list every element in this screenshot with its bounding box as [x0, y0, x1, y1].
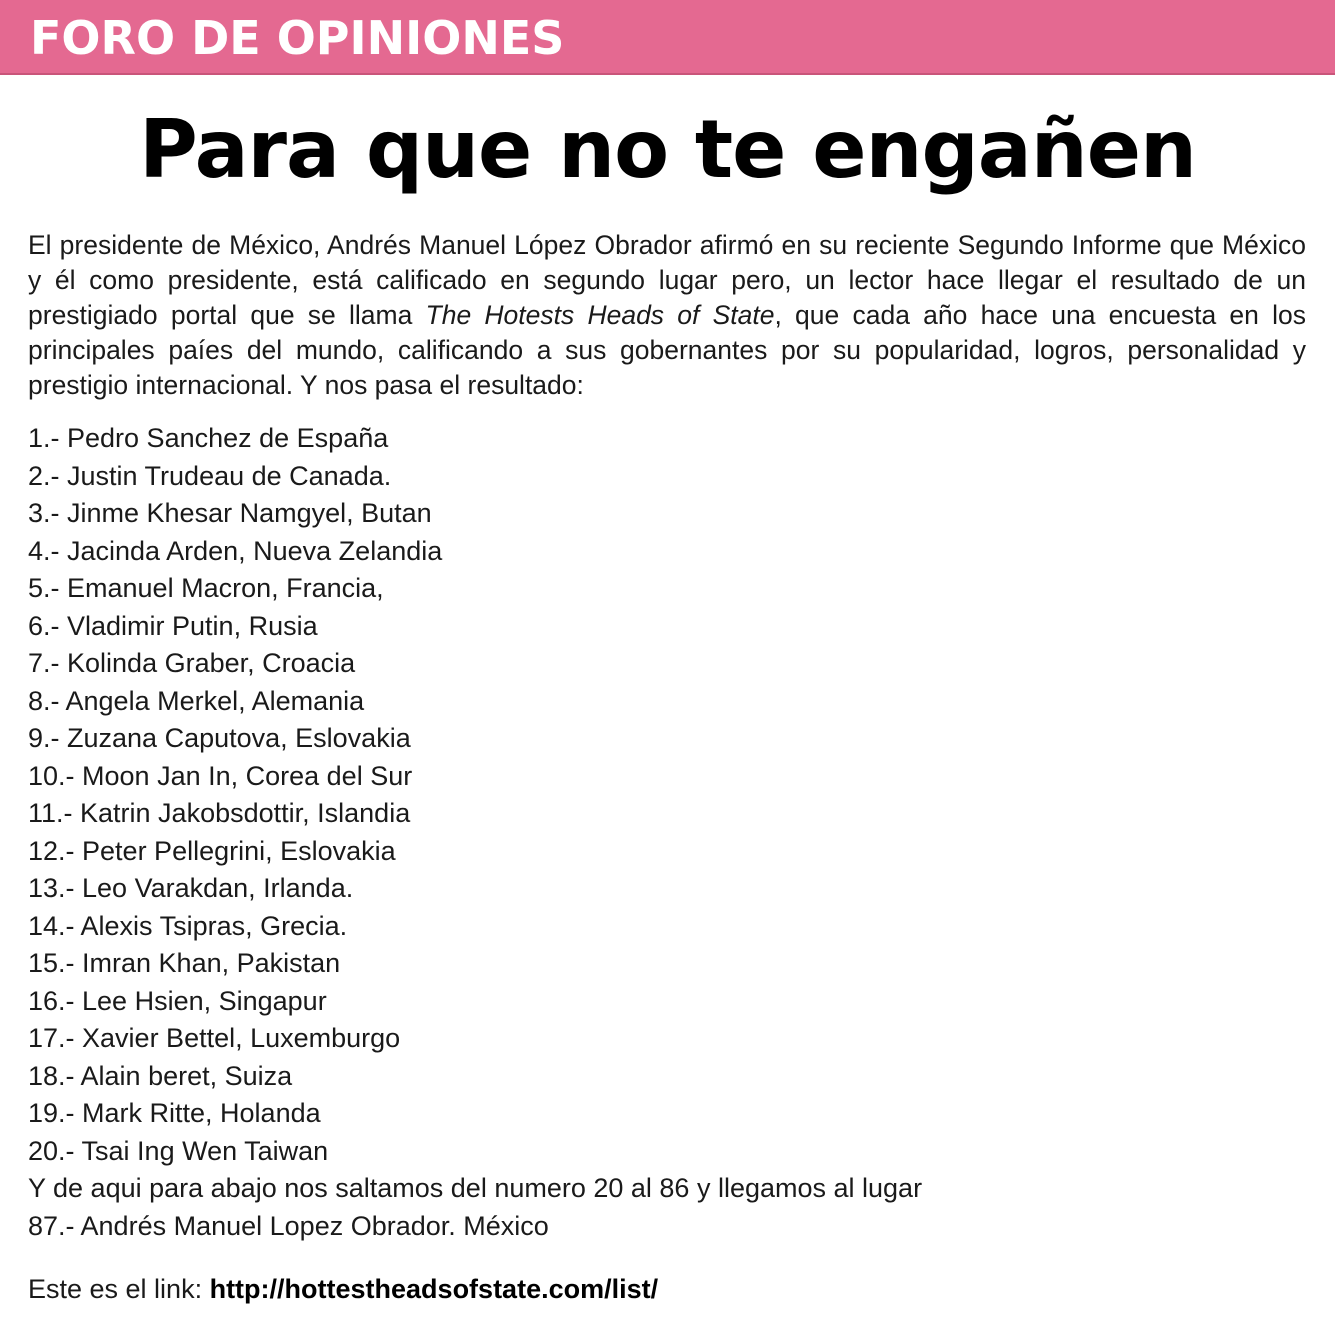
intro-text-before: El presidente de México, Andrés Manuel López Obrador afirmó en su reciente Segundo Informe que México y él como presidente, está calificado en segundo lugar pero, un lector hace llegar el resultado de un prestigiado portal que se llama	[28, 230, 1306, 330]
ranking-item: 10.- Moon Jan In, Corea del Sur	[28, 760, 413, 791]
ranking-item: 18.- Alain beret, Suiza	[28, 1060, 293, 1091]
ranking-item: 15.- Imran Khan, Pakistan	[28, 948, 341, 978]
ranking-item: 87.- Andrés Manuel Lopez Obrador. México	[28, 1210, 549, 1241]
article-headline: Para que no te engañen	[139, 103, 1196, 196]
ranking-item: 7.- Kolinda Graber, Croacia	[28, 648, 356, 678]
ranking-list	[28, 420, 922, 1245]
article-intro	[28, 228, 1306, 403]
ranking-item: 2.- Justin Trudeau de Canada.	[28, 460, 392, 491]
source-link[interactable]: http://hottestheadsofstate.com/list/	[209, 1274, 659, 1304]
link-prefix: Este es el link:	[28, 1274, 210, 1304]
section-label: FORO DE OPINIONES	[30, 11, 565, 65]
ranking-item: 19.- Mark Ritte, Holanda	[28, 1098, 321, 1128]
intro-text-after: , que cada año hace una encuesta en los principales paíes del mundo, calificando a sus gobernantes por su popularidad, logros, personalidad y prestigio internacional. Y nos pasa el resultado:	[28, 300, 1307, 400]
ranking-item: 5.- Emanuel Macron, Francia,	[28, 573, 384, 603]
ranking-item: 13.- Leo Varakdan, Irlanda.	[28, 873, 354, 903]
ranking-item: 4.- Jacinda Arden, Nueva Zelandia	[28, 535, 443, 566]
ranking-item: 1.- Pedro Sanchez de España	[28, 423, 389, 453]
ranking-item: 14.- Alexis Tsipras, Grecia.	[28, 910, 348, 941]
ranking-item: 12.- Peter Pellegrini, Eslovakia	[28, 835, 396, 866]
ranking-skip-note: Y de aqui para abajo nos saltamos del numero 20 al 86 y llegamos al lugar	[28, 1173, 923, 1203]
ranking-item: 9.- Zuzana Caputova, Eslovakia	[28, 723, 411, 753]
section-banner	[0, 0, 1335, 75]
ranking-item: 11.- Katrin Jakobsdottir, Islandia	[28, 798, 411, 828]
ranking-item: 8.- Angela Merkel, Alemania	[28, 685, 365, 716]
ranking-item: 3.- Jinme Khesar Namgyel, Butan	[28, 498, 432, 528]
ranking-item: 17.- Xavier Bettel, Luxemburgo	[28, 1023, 401, 1053]
ranking-item: 20.- Tsai Ing Wen Taiwan	[28, 1135, 329, 1166]
source-link-line	[28, 1270, 658, 1308]
ranking-item: 6.- Vladimir Putin, Rusia	[28, 610, 318, 641]
source-name: The Hotests Heads of State	[425, 300, 775, 330]
ranking-item: 16.- Lee Hsien, Singapur	[28, 985, 327, 1016]
